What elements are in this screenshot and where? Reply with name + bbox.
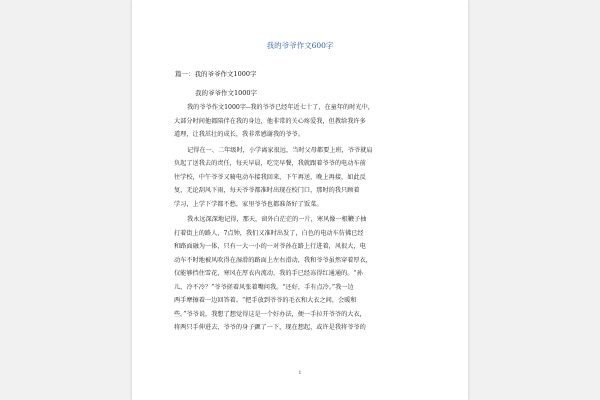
text-line: 大部分时间他都陪伴在我的身边，他非常的关心疼爱我，但教给我许多 bbox=[174, 117, 366, 125]
text-line: 往学校，中午爷爷又骑电动车接我回来，下午再送，晚上再接，如此反 bbox=[174, 173, 366, 181]
text-line: 动车不时地被风吹得在湿滑的路面上左右滑动，我和爷爷虽然穿着厚衣， bbox=[174, 256, 372, 264]
text-line: 将两只手伸进去，爷爷的身子颤了一下，现在想起，或许是我将爷爷的 bbox=[174, 324, 366, 331]
page-number: 1 bbox=[298, 370, 302, 376]
text-line: 道理，让我茁壮的成长，我非常感谢我的爷爷。 bbox=[174, 131, 304, 138]
text-line: 我永远深深地记得，那天，窗外白茫茫的一片，寒风像一根鞭子抽 bbox=[187, 216, 367, 223]
section-subheading: 我的爷爷作文1000字 bbox=[195, 89, 258, 97]
text-line: 打着街上的路人，7点钟，我们又准时出发了，白色的电动车仿佛已经 bbox=[174, 229, 364, 237]
text-line: 我的爷爷作文1000字--我的爷爷已经年近七十了，在童年的时光中， bbox=[187, 104, 374, 111]
paragraph-3 bbox=[174, 213, 428, 335]
section-heading: 篇一：我的爷爷作文1000字 bbox=[175, 70, 257, 78]
document-title: 我的爷爷作文600字 bbox=[266, 41, 334, 50]
document-body bbox=[174, 101, 428, 337]
paragraph-1 bbox=[174, 101, 428, 142]
text-line: 仅能够挡住雪花，寒风在厚衣内流动，我的手已经冻得红通通的。“孙 bbox=[174, 270, 363, 277]
text-line: 和路面融为一体，只有一大一小的一对爷孙在路上行进着，风很大，电 bbox=[174, 243, 366, 250]
text-line: 负起了送我去的责任，每天早晨，吃完早餐，我就跟着爷爷的电动车前 bbox=[174, 160, 366, 167]
document-page bbox=[132, 0, 468, 400]
text-line: 复，无论刮风下雨，每天爷爷都准时出现在校门口，那时的我只顾着 bbox=[174, 187, 360, 194]
text-line: 记得在一、二年级时，小学离家很远，当时父母都要上班，爷爷就肩 bbox=[187, 146, 373, 154]
text-line: 两手摩擦着一边回答着。“把手放到爷爷的毛衣和大衣之间，会暖和 bbox=[174, 297, 357, 304]
text-line: 学习，上学下学都不愁，家里爷爷也都准备好了饭菜。 bbox=[174, 200, 323, 208]
text-line: 些。”爷爷说，我想了想觉得这是一个好办法，便一手拉开爷爷的大衣， bbox=[174, 310, 366, 318]
paragraph-2 bbox=[174, 144, 428, 212]
text-line: 儿，冷不冷？”爷爷搓着风张着嘴问我。“还好，手有点冷。”我一边 bbox=[174, 283, 354, 291]
